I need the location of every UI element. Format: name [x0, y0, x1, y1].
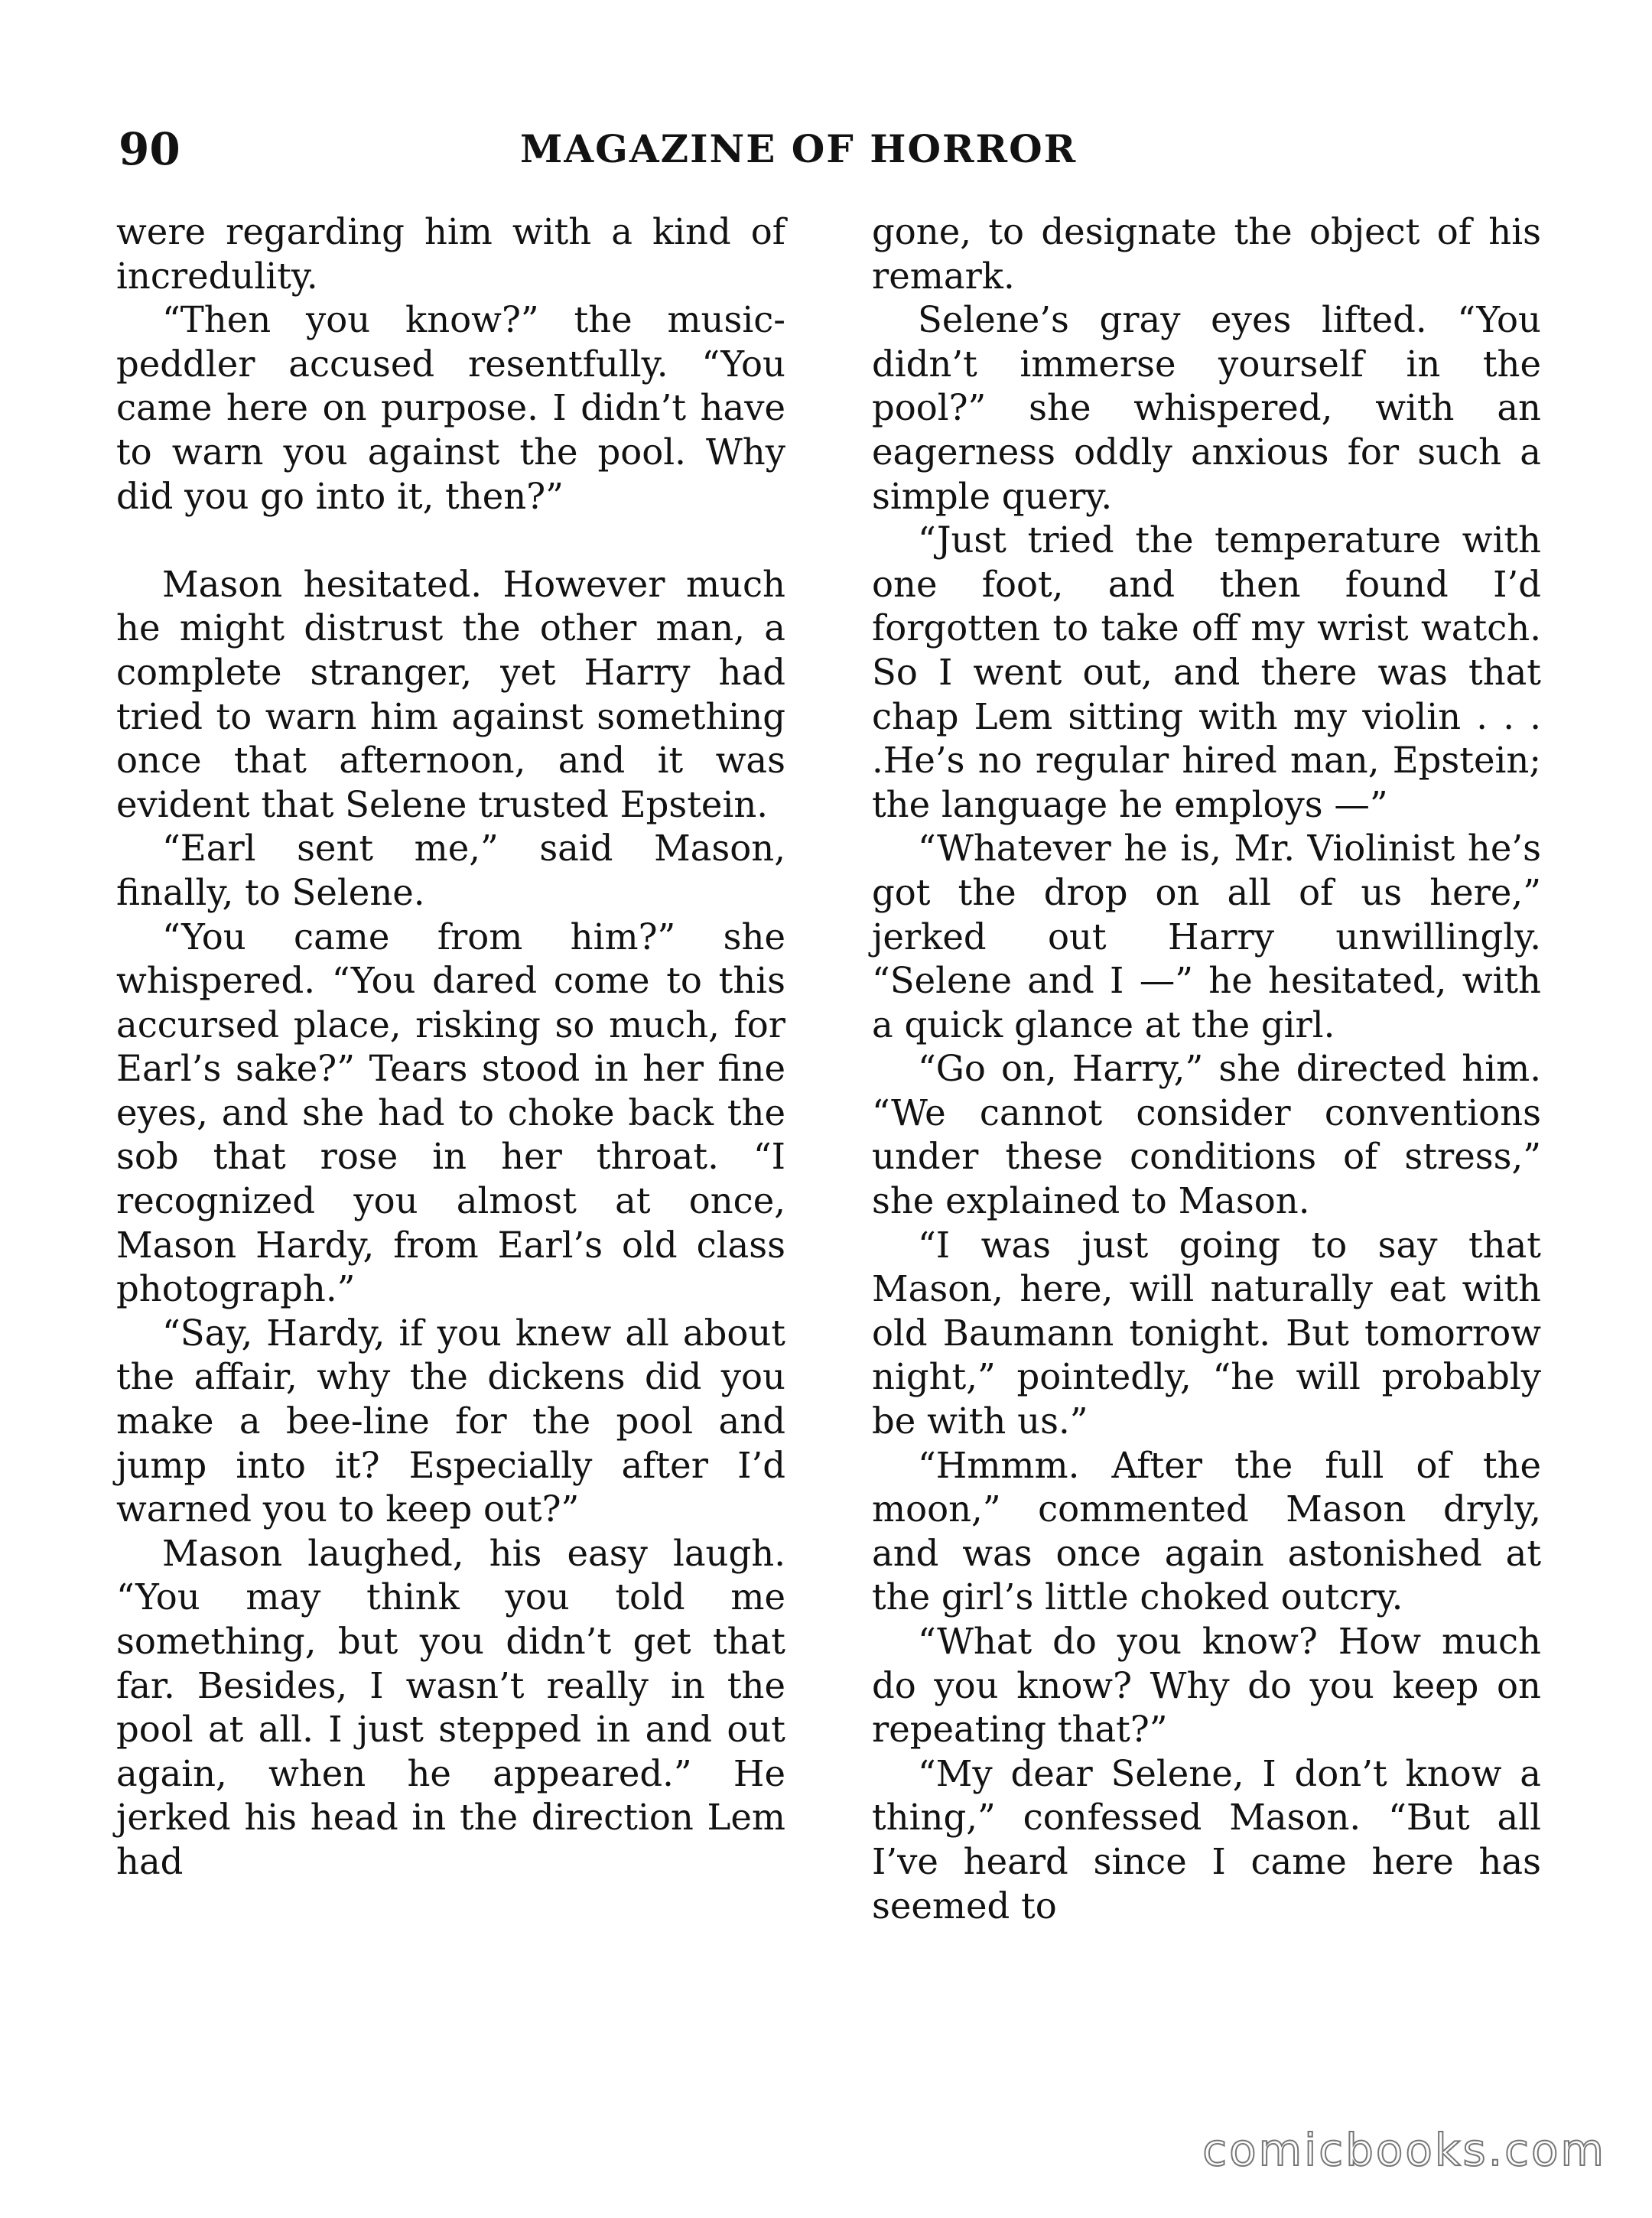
paragraph: Selene’s gray eyes lifted. “You didn’t immerse yourself in the pool?” she whispered, with an eagerness oddly anxious for such a simple query. — [872, 299, 1541, 517]
right-text-column — [872, 210, 1541, 1928]
running-header — [119, 115, 1541, 184]
site-watermark: comicbooks.com — [1202, 2124, 1606, 2176]
paragraph: “Say, Hardy, if you knew all about the affair, why the dickens did you make a bee-line for the pool and jump into it? Especially after I’d warned you to keep out?” — [116, 1312, 785, 1530]
paragraph: “You came from him?” she whispered. “You dared come to this accursed place, risking so much, for Earl’s sake?” Tears stood in her fine eyes, and she had to choke back the sob that rose in her throat. “I recognized you almost at once, Mason Hardy, from Earl’s old class photograph.” — [116, 915, 785, 1310]
paragraph: were regarding him with a kind of incredulity. — [116, 211, 785, 297]
paragraph: “Hmmm. After the full of the moon,” commented Mason dryly, and was once again astonished at the girl’s little choked outcry. — [872, 1444, 1541, 1618]
paragraph: “I was just going to say that Mason, here, will naturally eat with old Baumann tonight. But tomorrow night,” pointedly, “he will probably be with us.” — [872, 1224, 1541, 1442]
magazine-title: MAGAZINE OF HORROR — [520, 126, 1078, 171]
paragraph: Mason hesitated. However much he might distrust the other man, a complete stranger, yet Harry had tried to warn him against something once that afternoon, and it was evident that Selene trusted Epstein. — [116, 563, 785, 825]
left-text-column — [116, 210, 785, 1885]
paragraph: “Whatever he is, Mr. Violinist he’s got the drop on all of us here,” jerked out Harry unwillingly. “Selene and I —” he hesitated, with a quick glance at the girl. — [872, 828, 1541, 1046]
paragraph: Mason laughed, his easy laugh. “You may think you told me something, but you didn’t get that far. Besides, I wasn’t really in the pool at all. I just stepped in and out again, when he appeared.” He jerked his head in the direction Lem had — [116, 1532, 785, 1882]
page-number: 90 — [119, 123, 180, 175]
paragraph: “Just tried the temperature with one foot, and then found I’d forgotten to take off my wrist watch. So I went out, and there was that chap Lem sitting with my violin . . . .He’s no regular hired man, Epstein; the language he employs —” — [872, 519, 1541, 825]
paragraph: “My dear Selene, I don’t know a thing,” confessed Mason. “But all I’ve heard since I came here has seemed to — [872, 1752, 1541, 1927]
paragraph: “Go on, Harry,” she directed him. “We cannot consider conventions under these conditions of stress,” she explained to Mason. — [872, 1048, 1541, 1222]
paragraph: “Then you know?” the music-peddler accused resentfully. “You came here on purpose. I didn’t have to warn you against the pool. Why did you go into it, then?” — [116, 299, 785, 517]
paragraph: “What do you know? How much do you know? Why do you keep on repeating that?” — [872, 1621, 1541, 1751]
paragraph: “Earl sent me,” said Mason, finally, to Selene. — [116, 828, 785, 913]
paragraph: gone, to designate the object of his remark. — [872, 211, 1541, 297]
